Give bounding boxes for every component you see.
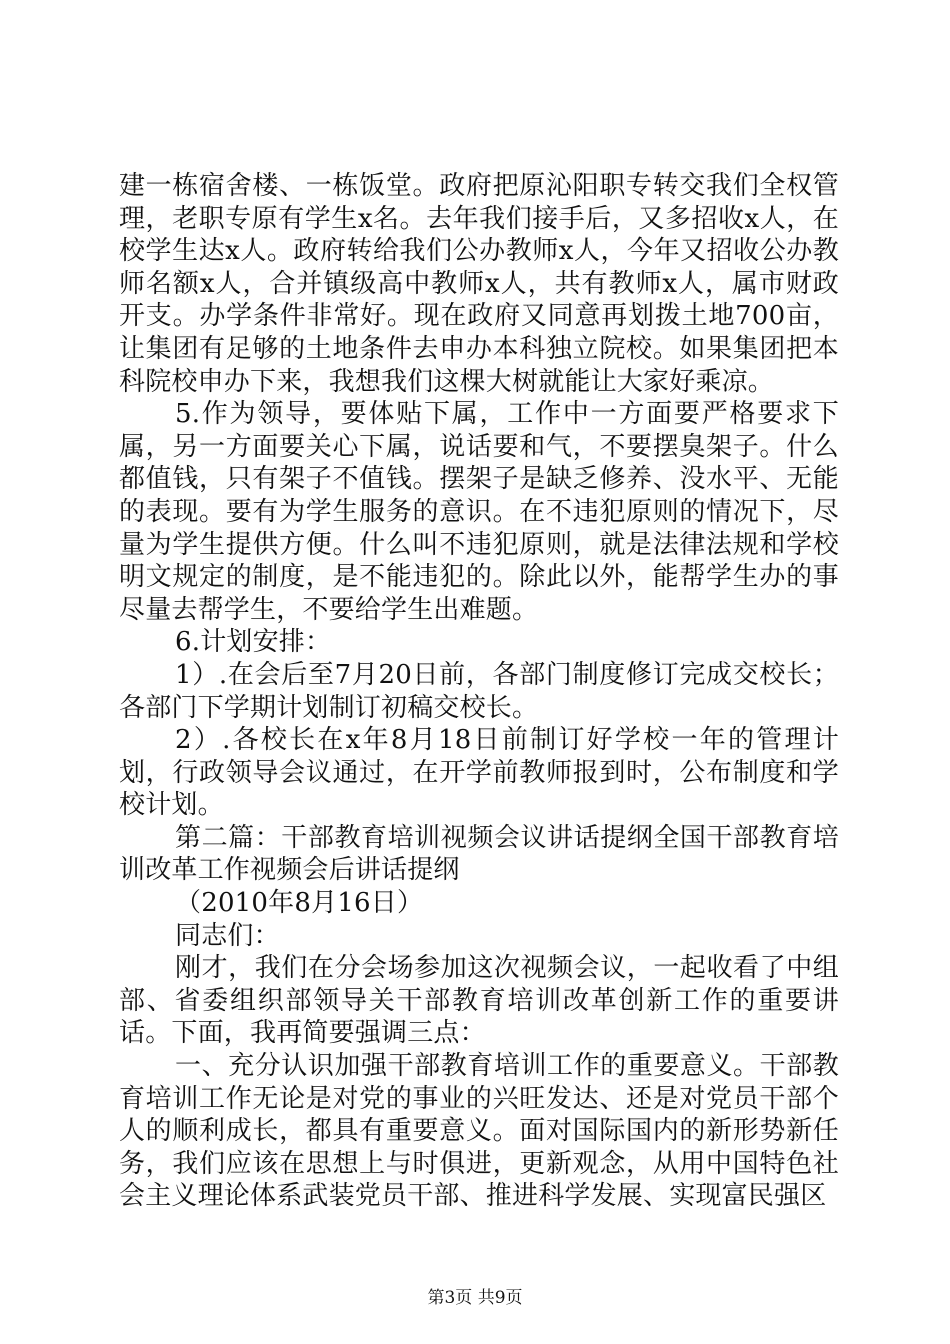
paragraph-item-5: 5.作为领导，要体贴下属，工作中一方面要严格要求下属，另一方面要关心下属，说话要和气，不要摆臭架子。什么都值钱，只有架子不值钱。摆架子是缺乏修养、没水平、无能的表现。要有为学生服务的意识。在不违犯原则的情况下，尽量为学生提供方便。什么叫不违犯原则，就是法律法规和学校明文规定的制度，是不能违犯的。除此以外，能帮学生办的事尽量去帮学生，不要给学生出难题。 [119, 399, 839, 625]
section-two-date: （2010年8月16日） [175, 888, 424, 919]
salutation: 同志们： [175, 920, 280, 951]
paragraph-point-one: 一、充分认识加强干部教育培训工作的重要意义。干部教育培训工作无论是对党的事业的兴旺发达、还是对党员干部个人的顺利成长，都具有重要意义。面对国际国内的新形势新任务，我们应该在思想上与时俱进，更新观念，从用中国特色社会主义理论体系武装党员干部、推进科学发展、实现富民强区 [119, 1051, 839, 1212]
paragraph-item-6-heading: 6.计划安排： [175, 627, 332, 658]
page-number-footer: 第3页 共9页 [427, 1288, 523, 1308]
paragraph-plan-2: 2）.各校长在x年8月18日前制订好学校一年的管理计划，行政领导会议通过，在开学前教师报到时，公布制度和学校计划。 [119, 725, 839, 821]
paragraph-plan-1: 1）.在会后至7月20日前，各部门制度修订完成交校长；各部门下学期计划制订初稿交校长。 [119, 659, 839, 723]
paragraph-continued: 建一栋宿舍楼、一栋饭堂。政府把原沁阳职专转交我们全权管理，老职专原有学生x名。去年我们接手后，又多招收x人，在校学生达x人。政府转给我们公办教师x人，今年又招收公办教师名额x人，合并镇级高中教师x人，共有教师x人，属市财政开支。办学条件非常好。现在政府又同意再划拨土地700亩，让集团有足够的土地条件去申办本科独立院校。如果集团把本科院校申办下来，我想我们这棵大树就能让大家好乘凉。 [119, 171, 839, 397]
document-body [119, 170, 839, 1213]
section-two-title: 第二篇：干部教育培训视频会议讲话提纲全国干部教育培训改革工作视频会后讲话提纲 [119, 822, 839, 886]
paragraph-intro: 刚才，我们在分会场参加这次视频会议，一起收看了中组部、省委组织部领导关干部教育培训改革创新工作的重要讲话。下面，我再简要强调三点： [119, 953, 839, 1049]
